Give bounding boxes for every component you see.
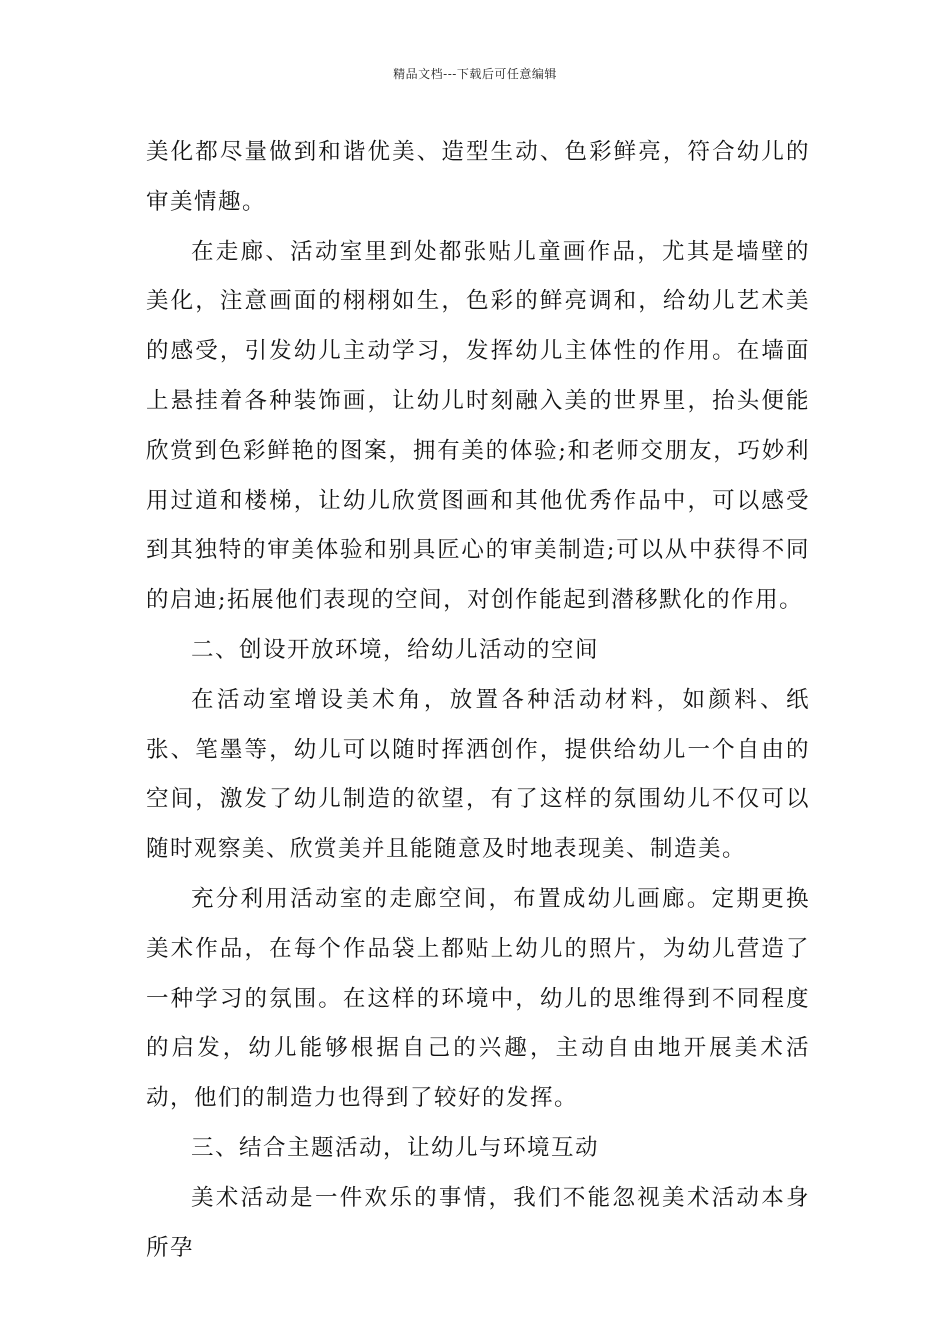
- paragraph-continuation: 美化都尽量做到和谐优美、造型生动、色彩鲜亮，符合幼儿的审美情趣。: [146, 139, 810, 215]
- section-heading-2: 二、创设开放环境，给幼儿活动的空间: [191, 636, 600, 663]
- paragraph-gallery: 充分利用活动室的走廊空间，布置成幼儿画廊。定期更换美术作品，在每个作品袋上都贴上幼儿的照片，为幼儿营造了一种学习的氛围。在这样的环境中，幼儿的思维得到不同程度的启发，幼儿能够根据自己的兴趣，主动自由地开展美术活动，他们的制造力也得到了较好的发挥。: [146, 885, 810, 1112]
- page-header: 精品文档---下载后可任意编辑: [393, 67, 557, 81]
- document-body: [146, 128, 810, 1273]
- section-heading-3: 三、结合主题活动，让幼儿与环境互动: [191, 1134, 600, 1161]
- paragraph-theme-activity: 美术活动是一件欢乐的事情，我们不能忽视美术活动本身所孕: [146, 1184, 810, 1261]
- paragraph-corridor-art: 在走廊、活动室里到处都张贴儿童画作品，尤其是墙壁的美化，注意画面的栩栩如生，色彩的鲜亮调和，给幼儿艺术美的感受，引发幼儿主动学习，发挥幼儿主体性的作用。在墙面上悬挂着各种装饰画，让幼儿时刻融入美的世界里，抬头便能欣赏到色彩鲜艳的图案，拥有美的体验;和老师交朋友，巧妙利用过道和楼梯，让幼儿欣赏图画和其他优秀作品中，可以感受到其独特的审美体验和别具匠心的审美制造;可以从中获得不同的启迪;拓展他们表现的空间，对创作能起到潜移默化的作用。: [146, 238, 810, 614]
- paragraph-art-corner: 在活动室增设美术角，放置各种活动材料，如颜料、纸张、笔墨等，幼儿可以随时挥洒创作，提供给幼儿一个自由的空间，激发了幼儿制造的欲望，有了这样的氛围幼儿不仅可以随时观察美、欣赏美并且能随意及时地表现美、制造美。: [146, 686, 810, 863]
